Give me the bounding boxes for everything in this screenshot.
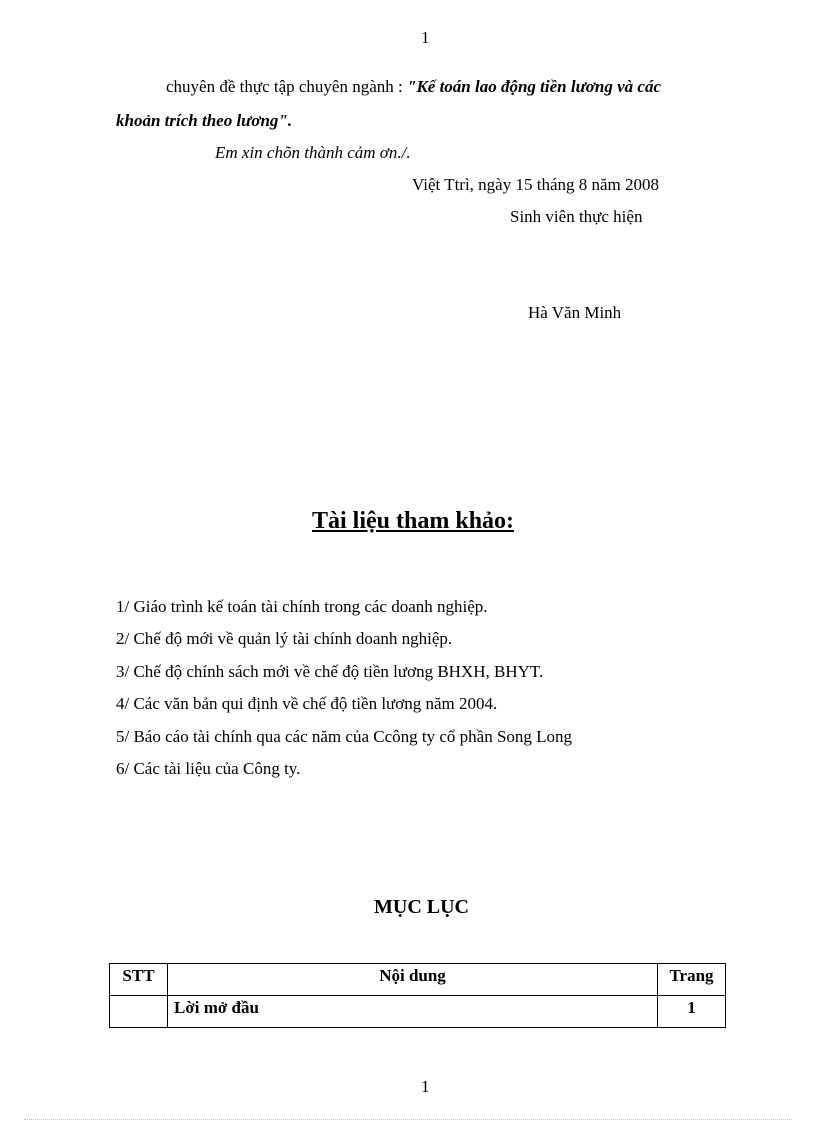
reference-item: 4/ Các văn bản qui định về chế độ tiền lương năm 2004.: [116, 694, 498, 713]
toc-row-stt: [110, 996, 168, 1028]
toc-header-row: [110, 964, 726, 996]
reference-item: 6/ Các tài liệu của Công ty.: [116, 759, 301, 778]
intro-prefix: chuyên đề thực tập chuyên ngành :: [166, 77, 407, 96]
toc-row-content: Lời mở đầu: [168, 996, 658, 1028]
table-row: [110, 996, 726, 1028]
toc-header-stt: STT: [110, 964, 168, 996]
reference-item: 3/ Chế độ chính sách mới về chế độ tiền lương BHXH, BHYT.: [116, 662, 544, 681]
author-name: Hà Văn Minh: [528, 303, 622, 322]
intro-line-1: [166, 77, 661, 97]
toc-title: MỤC LỤC: [374, 896, 469, 918]
toc-table: [109, 963, 726, 1028]
page-bottom-divider: [24, 1119, 792, 1120]
thesis-title-part-2: khoản trích theo lương".: [116, 111, 293, 130]
header-page-number: 1: [421, 28, 430, 47]
date-line: Việt Ttrì, ngày 15 tháng 8 năm 2008: [412, 175, 660, 194]
toc-row-page: 1: [658, 996, 726, 1028]
role-line: Sinh viên thực hiện: [510, 207, 643, 226]
references-title: Tài liệu tham khảo:: [312, 508, 515, 534]
thanks-line: Em xin chõn thành cảm ơn./.: [215, 143, 411, 162]
toc-header-content: Nội dung: [168, 964, 658, 996]
reference-item: 5/ Báo cáo tài chính qua các năm của Ccông ty cổ phần Song Long: [116, 727, 573, 746]
thesis-title-part-1: "Kế toán lao động tiền lương và các: [407, 77, 661, 96]
reference-item: 2/ Chế độ mới về quản lý tài chính doanh nghiệp.: [116, 629, 453, 648]
footer-page-number: 1: [421, 1077, 430, 1096]
toc-header-page: Trang: [658, 964, 726, 996]
reference-item: 1/ Giáo trình kế toán tài chính trong các doanh nghiệp.: [116, 597, 488, 616]
